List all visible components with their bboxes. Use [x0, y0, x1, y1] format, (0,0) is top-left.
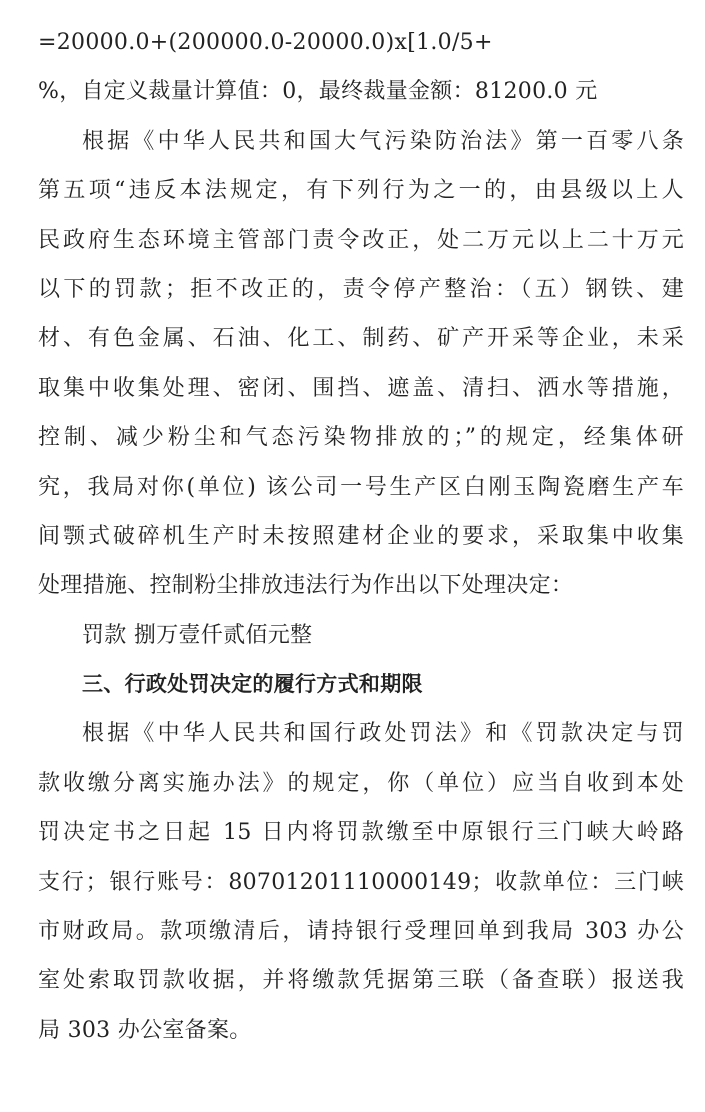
penalty-amount-line: 罚款 捌万壹仟贰佰元整 — [82, 622, 313, 648]
payment-line-6: 室处索取罚款收据，并将缴款凭据第三联（备查联）报送我 — [38, 968, 684, 994]
legal-basis-line-8: 究，我局对你(单位) 该公司一号生产区白刚玉陶瓷磨生产车 — [38, 474, 684, 500]
payment-line-1: 根据《中华人民共和国行政处罚法》和《罚款决定与罚 — [82, 721, 684, 747]
legal-basis-line-4: 以下的罚款；拒不改正的，责令停产整治：（五）钢铁、建 — [38, 276, 684, 302]
legal-basis-line-9: 间颚式破碎机生产时未按照建材企业的要求，采取集中收集 — [38, 523, 684, 549]
payment-line-2: 款收缴分离实施办法》的规定，你（单位）应当自收到本处 — [38, 770, 684, 796]
payment-line-7: 局 303 办公室备案。 — [38, 1017, 252, 1043]
section-heading: 三、行政处罚决定的履行方式和期限 — [82, 672, 423, 697]
legal-basis-line-10: 处理措施、控制粉尘排放违法行为作出以下处理决定： — [38, 573, 574, 599]
legal-basis-line-3: 民政府生态环境主管部门责令改正，处二万元以上二十万元 — [38, 227, 684, 253]
payment-line-3: 罚决定书之日起 15 日内将罚款缴至中原银行三门峡大岭路 — [38, 820, 684, 846]
legal-basis-line-2: 第五项“违反本法规定，有下列行为之一的，由县级以上人 — [38, 178, 684, 204]
legal-basis-line-7: 控制、减少粉尘和气态污染物排放的；”的规定，经集体研 — [38, 425, 684, 451]
payment-line-4: 支行；银行账号：80701201110000149；收款单位：三门峡 — [38, 869, 684, 895]
legal-basis-line-1: 根据《中华人民共和国大气污染防治法》第一百零八条 — [82, 128, 684, 154]
legal-basis-line-5: 材、有色金属、石油、化工、制药、矿产开采等企业，未采 — [38, 326, 684, 352]
payment-line-5: 市财政局。款项缴清后，请持银行受理回单到我局 303 办公 — [38, 919, 684, 945]
calculation-formula-line: =20000.0+(200000.0-20000.0)x[1.0/5+ — [38, 30, 493, 55]
calculation-result-line: %，自定义裁量计算值：0，最终裁量金额：81200.0 元 — [38, 79, 598, 105]
document-page — [38, 18, 684, 1055]
legal-basis-line-6: 取集中收集处理、密闭、围挡、遮盖、清扫、洒水等措施， — [38, 375, 684, 401]
